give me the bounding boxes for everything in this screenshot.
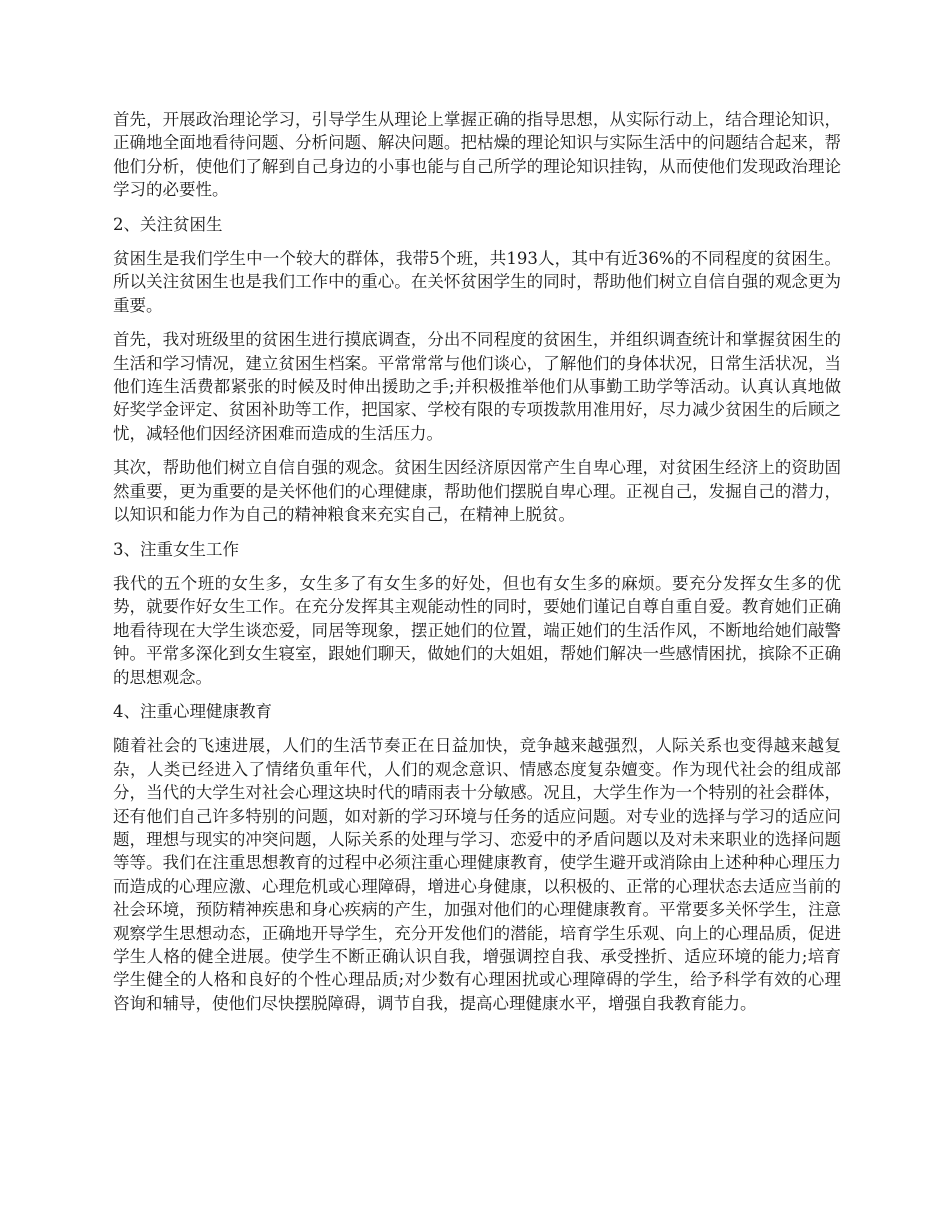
paragraph-poor-students-survey: 首先，我对班级里的贫困生进行摸底调查，分出不同程度的贫困生，并组织调查统计和掌握贫困生的生活和学习情况，建立贫困生档案。平常常常与他们谈心，了解他们的身体状况，日常生活状况，当他们连生活费都紧张的时候及时伸出援助之手;并积极推举他们从事勤工助学等活动。认真认真地做好奖学金评定、贫困补助等工作，把国家、学校有限的专项拨款用准用好，尽力减少贫困生的后顾之忧，减轻他们因经济困难而造成的生活压力。 — [113, 330, 841, 443]
section-heading-poor-students: 2、关注贫困生 — [113, 214, 223, 234]
paragraph-female-students: 我代的五个班的女生多，女生多了有女生多的好处，但也有女生多的麻烦。要充分发挥女生多的优势，就要作好女生工作。在充分发挥其主观能动性的同时，要她们谨记自尊自重自爱。教育她们正确地看待现在大学生谈恋爱，同居等现象，摆正她们的位置，端正她们的生活作风，不断地给她们敲警钟。平常多深化到女生寝室，跟她们聊天，做她们的大姐姐，帮她们解决一些感情困扰，摈除不正确的思想观念。 — [113, 573, 841, 687]
paragraph-political-study: 首先，开展政治理论学习，引导学生从理论上掌握正确的指导思想，从实际行动上，结合理论知识，正确地全面地看待问题、分析问题、解决问题。把枯燥的理论知识与实际生活中的问题结合起来，帮他们分析，使他们了解到自己身边的小事也能与自己所学的理论知识挂钩，从而使他们发现政治理论学习的必要性。 — [113, 110, 841, 200]
section-heading-female-students: 3、注重女生工作 — [113, 539, 239, 559]
section-heading-mental-health: 4、注重心理健康教育 — [113, 701, 272, 721]
paragraph-mental-health: 随着社会的飞速进展，人们的生活节奏正在日益加快，竞争越来越强烈，人际关系也变得越来越复杂，人类已经进入了情绪负重年代，人们的观念意识、情感态度复杂嬗变。作为现代社会的组成部分，当代的大学生对社会心理这块时代的晴雨表十分敏感。况且，大学生作为一个特别的社会群体，还有他们自己许多特别的问题，如对新的学习环境与任务的适应问题。对专业的选择与学习的适应问题，理想与现实的冲突问题，人际关系的处理与学习、恋爱中的矛盾问题以及对未来职业的选择问题等等。我们在注重思想教育的过程中必须注重心理健康教育，使学生避开或消除由上述种种心理压力而造成的心理应激、心理危机或心理障碍，增进心身健康，以积极的、正常的心理状态去适应当前的社会环境，预防精神疾患和身心疾病的产生，加强对他们的心理健康教育。平常要多关怀学生，注意观察学生思想动态，正确地开导学生，充分开发他们的潜能，培育学生乐观、向上的心理品质，促进学生人格的健全进展。使学生不断正确认识自我，增强调控自我、承受挫折、适应环境的能力;培育学生健全的人格和良好的个性心理品质;对少数有心理困扰或心理障碍的学生，给予科学有效的心理咨询和辅导，使他们尽快摆脱障碍，调节自我，提高心理健康水平，增强自我教育能力。 — [113, 736, 841, 1013]
paragraph-poor-students-intro: 贫困生是我们学生中一个较大的群体，我带5个班，共193人，其中有近36%的不同程度的贫困生。所以关注贫困生也是我们工作中的重心。在关怀贫困学生的同时，帮助他们树立自信自强的观念更为重要。 — [113, 249, 841, 315]
paragraph-poor-students-confidence: 其次，帮助他们树立自信自强的观念。贫困生因经济原因常产生自卑心理，对贫困生经济上的资助固然重要，更为重要的是关怀他们的心理健康，帮助他们摆脱自卑心理。正视自己，发掘自己的潜力，以知识和能力作为自己的精神粮食来充实自己，在精神上脱贫。 — [113, 458, 841, 525]
document-page — [113, 108, 841, 1026]
